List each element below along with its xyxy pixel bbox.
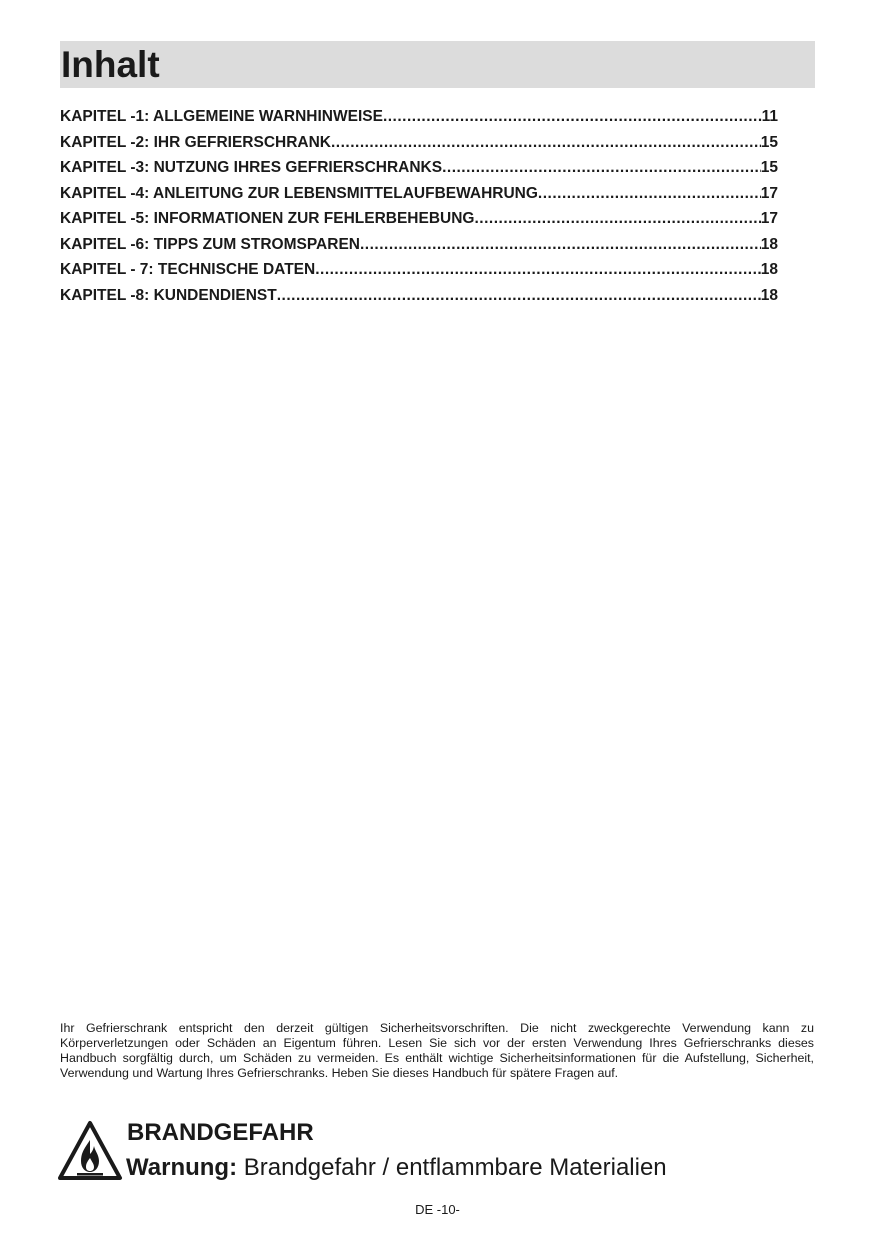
warning-label: Warnung:	[126, 1154, 238, 1181]
toc-entry-label: KAPITEL -8: KUNDENDIENST	[60, 286, 277, 304]
toc-entry-page: 15	[760, 133, 778, 151]
toc-leader	[331, 134, 761, 152]
fire-warning	[57, 1116, 817, 1186]
fire-warning-icon	[57, 1120, 123, 1182]
toc-entry[interactable]	[60, 108, 778, 134]
warning-line	[126, 1154, 667, 1182]
intro-paragraph: Ihr Gefrierschrank entspricht den derzeit gültigen Sicherheitsvorschriften. Die nicht zweckgerechte Verwendung kann zu Körperverletzungen oder Schäden an Eigentum führen. Lesen Sie sich vor der ersten Verwendung Ihres Gefrierschranks dieses Handbuch sorgfältig durch, um Schäden zu vermeiden. Es enthält wichtige Sicherheitsinformationen für die Aufstellung, Sicherheit, Verwendung und Wartung Ihres Gefrierschranks. Heben Sie dieses Handbuch für spätere Fragen auf.	[60, 1021, 814, 1080]
toc-leader	[360, 236, 761, 254]
page-title: Inhalt	[61, 44, 160, 85]
toc-entry-label: KAPITEL -1: ALLGEMEINE WARNHINWEISE	[60, 108, 383, 125]
toc-entry[interactable]	[60, 134, 778, 160]
toc-leader	[442, 159, 761, 177]
toc-entry-page: 18	[760, 235, 778, 253]
toc-entry-page: 18	[760, 261, 778, 278]
toc-entry[interactable]	[60, 261, 778, 287]
warning-heading: BRANDGEFAHR	[127, 1119, 314, 1146]
toc-entry[interactable]	[60, 185, 778, 211]
toc-entry-page: 15	[760, 159, 778, 176]
toc-leader	[277, 287, 761, 305]
title-bar	[60, 41, 815, 88]
toc-entry-page: 17	[760, 210, 778, 227]
toc-entry[interactable]	[60, 159, 778, 185]
toc-leader	[383, 108, 762, 126]
page-number: DE -10-	[415, 1202, 460, 1217]
toc-leader	[474, 210, 760, 228]
toc-entry-page: 17	[760, 184, 778, 202]
toc-leader	[538, 185, 761, 203]
toc-leader	[315, 261, 761, 279]
toc-entry-label: KAPITEL -2: IHR GEFRIERSCHRANK	[60, 133, 331, 151]
toc-entry[interactable]	[60, 287, 778, 313]
toc-entry-label: KAPITEL -6: TIPPS ZUM STROMSPAREN	[60, 235, 360, 253]
toc-entry-label: KAPITEL -3: NUTZUNG IHRES GEFRIERSCHRANKS	[60, 159, 443, 176]
toc-entry-page: 18	[760, 286, 778, 304]
toc-entry-label: KAPITEL -4: ANLEITUNG ZUR LEBENSMITTELAUFBEWAHRUNG	[60, 184, 538, 202]
toc-entry-page: 11	[761, 108, 778, 125]
toc-entry-label: KAPITEL - 7: TECHNISCHE DATEN	[60, 261, 316, 278]
toc-entry[interactable]	[60, 236, 778, 262]
toc-entry-label: KAPITEL -5: INFORMATIONEN ZUR FEHLERBEHEBUNG	[60, 210, 475, 227]
warning-text: Brandgefahr / entflammbare Materialien	[237, 1154, 667, 1181]
table-of-contents	[60, 108, 778, 312]
toc-entry[interactable]	[60, 210, 778, 236]
